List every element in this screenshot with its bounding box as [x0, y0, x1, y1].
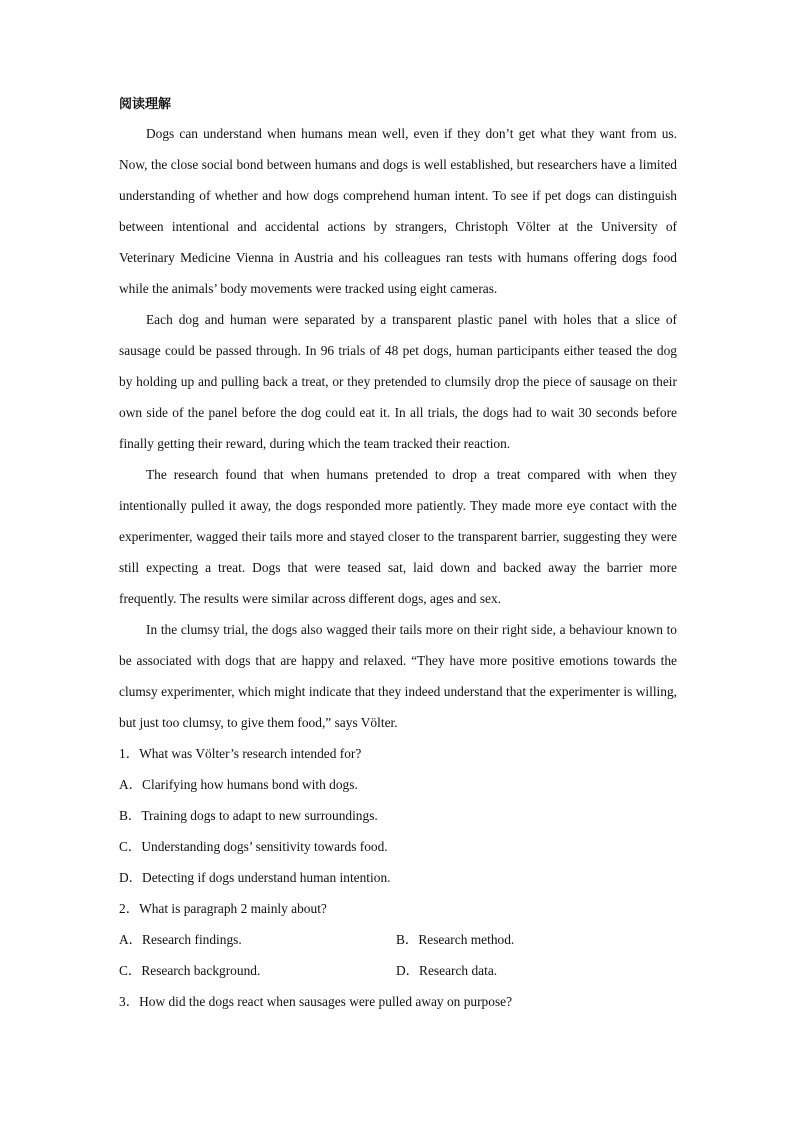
- option-a: A．Research findings.: [119, 932, 242, 947]
- question-stem: 1．What was Völter’s research intended for?: [119, 746, 362, 761]
- option-d: D．Detecting if dogs understand human intention.: [119, 870, 391, 885]
- option-c: C．Research background.: [119, 963, 261, 978]
- question-stem: 3．How did the dogs react when sausages were pulled away on purpose?: [119, 994, 513, 1009]
- passage-paragraph-2: Each dog and human were separated by a transparent plastic panel with holes that a slice of sausage could be passed through. In 96 trials of 48 pet dogs, human participants either teased the dog by holding up and pulling back a treat, or they pretended to clumsily drop the piece of sausage on their own side of the panel before the dog could eat it. In all trials, the dogs had to wait 30 seconds before finally getting their reward, during which the team tracked their reaction.: [119, 312, 677, 451]
- option-b: B．Research method.: [396, 932, 515, 947]
- question-1: [119, 738, 677, 893]
- option-c: C．Understanding dogs’ sensitivity towards food.: [119, 839, 388, 854]
- option-row: [119, 955, 677, 986]
- passage-paragraph-1: Dogs can understand when humans mean well, even if they don’t get what they want from us. Now, the close social bond between humans and dogs is well established, but researchers have a limited understanding of whether and how dogs comprehend human intent. To see if pet dogs can distinguish between intentional and accidental actions by strangers, Christoph Völter at the University of Veterinary Medicine Vienna in Austria and his colleagues ran tests with humans offering dogs food while the animals’ body movements were tracked using eight cameras.: [119, 126, 677, 296]
- section-heading: 阅读理解: [119, 97, 172, 112]
- passage-paragraph-3: The research found that when humans pretended to drop a treat compared with when they intentionally pulled it away, the dogs responded more patiently. They made more eye contact with the experimenter, wagged their tails more and stayed closer to the transparent barrier, suggesting they were still expecting a treat. Dogs that were teased sat, laid down and backed away the barrier more frequently. The results were similar across different dogs, ages and sex.: [119, 467, 677, 606]
- option-a: A．Clarifying how humans bond with dogs.: [119, 777, 358, 792]
- option-b: B．Training dogs to adapt to new surroundings.: [119, 808, 378, 823]
- question-stem: 2．What is paragraph 2 mainly about?: [119, 901, 327, 916]
- question-3: [119, 986, 677, 1017]
- passage-paragraph-4: In the clumsy trial, the dogs also wagged their tails more on their right side, a behaviour known to be associated with dogs that are happy and relaxed. “They have more positive emotions towards the clumsy experimenter, which might indicate that they indeed understand that the experimenter is willing, but just too clumsy, to give them food,” says Völter.: [119, 622, 677, 730]
- option-row: [119, 924, 677, 955]
- option-d: D．Research data.: [396, 963, 498, 978]
- question-2: [119, 893, 677, 986]
- document-page: [119, 92, 677, 1017]
